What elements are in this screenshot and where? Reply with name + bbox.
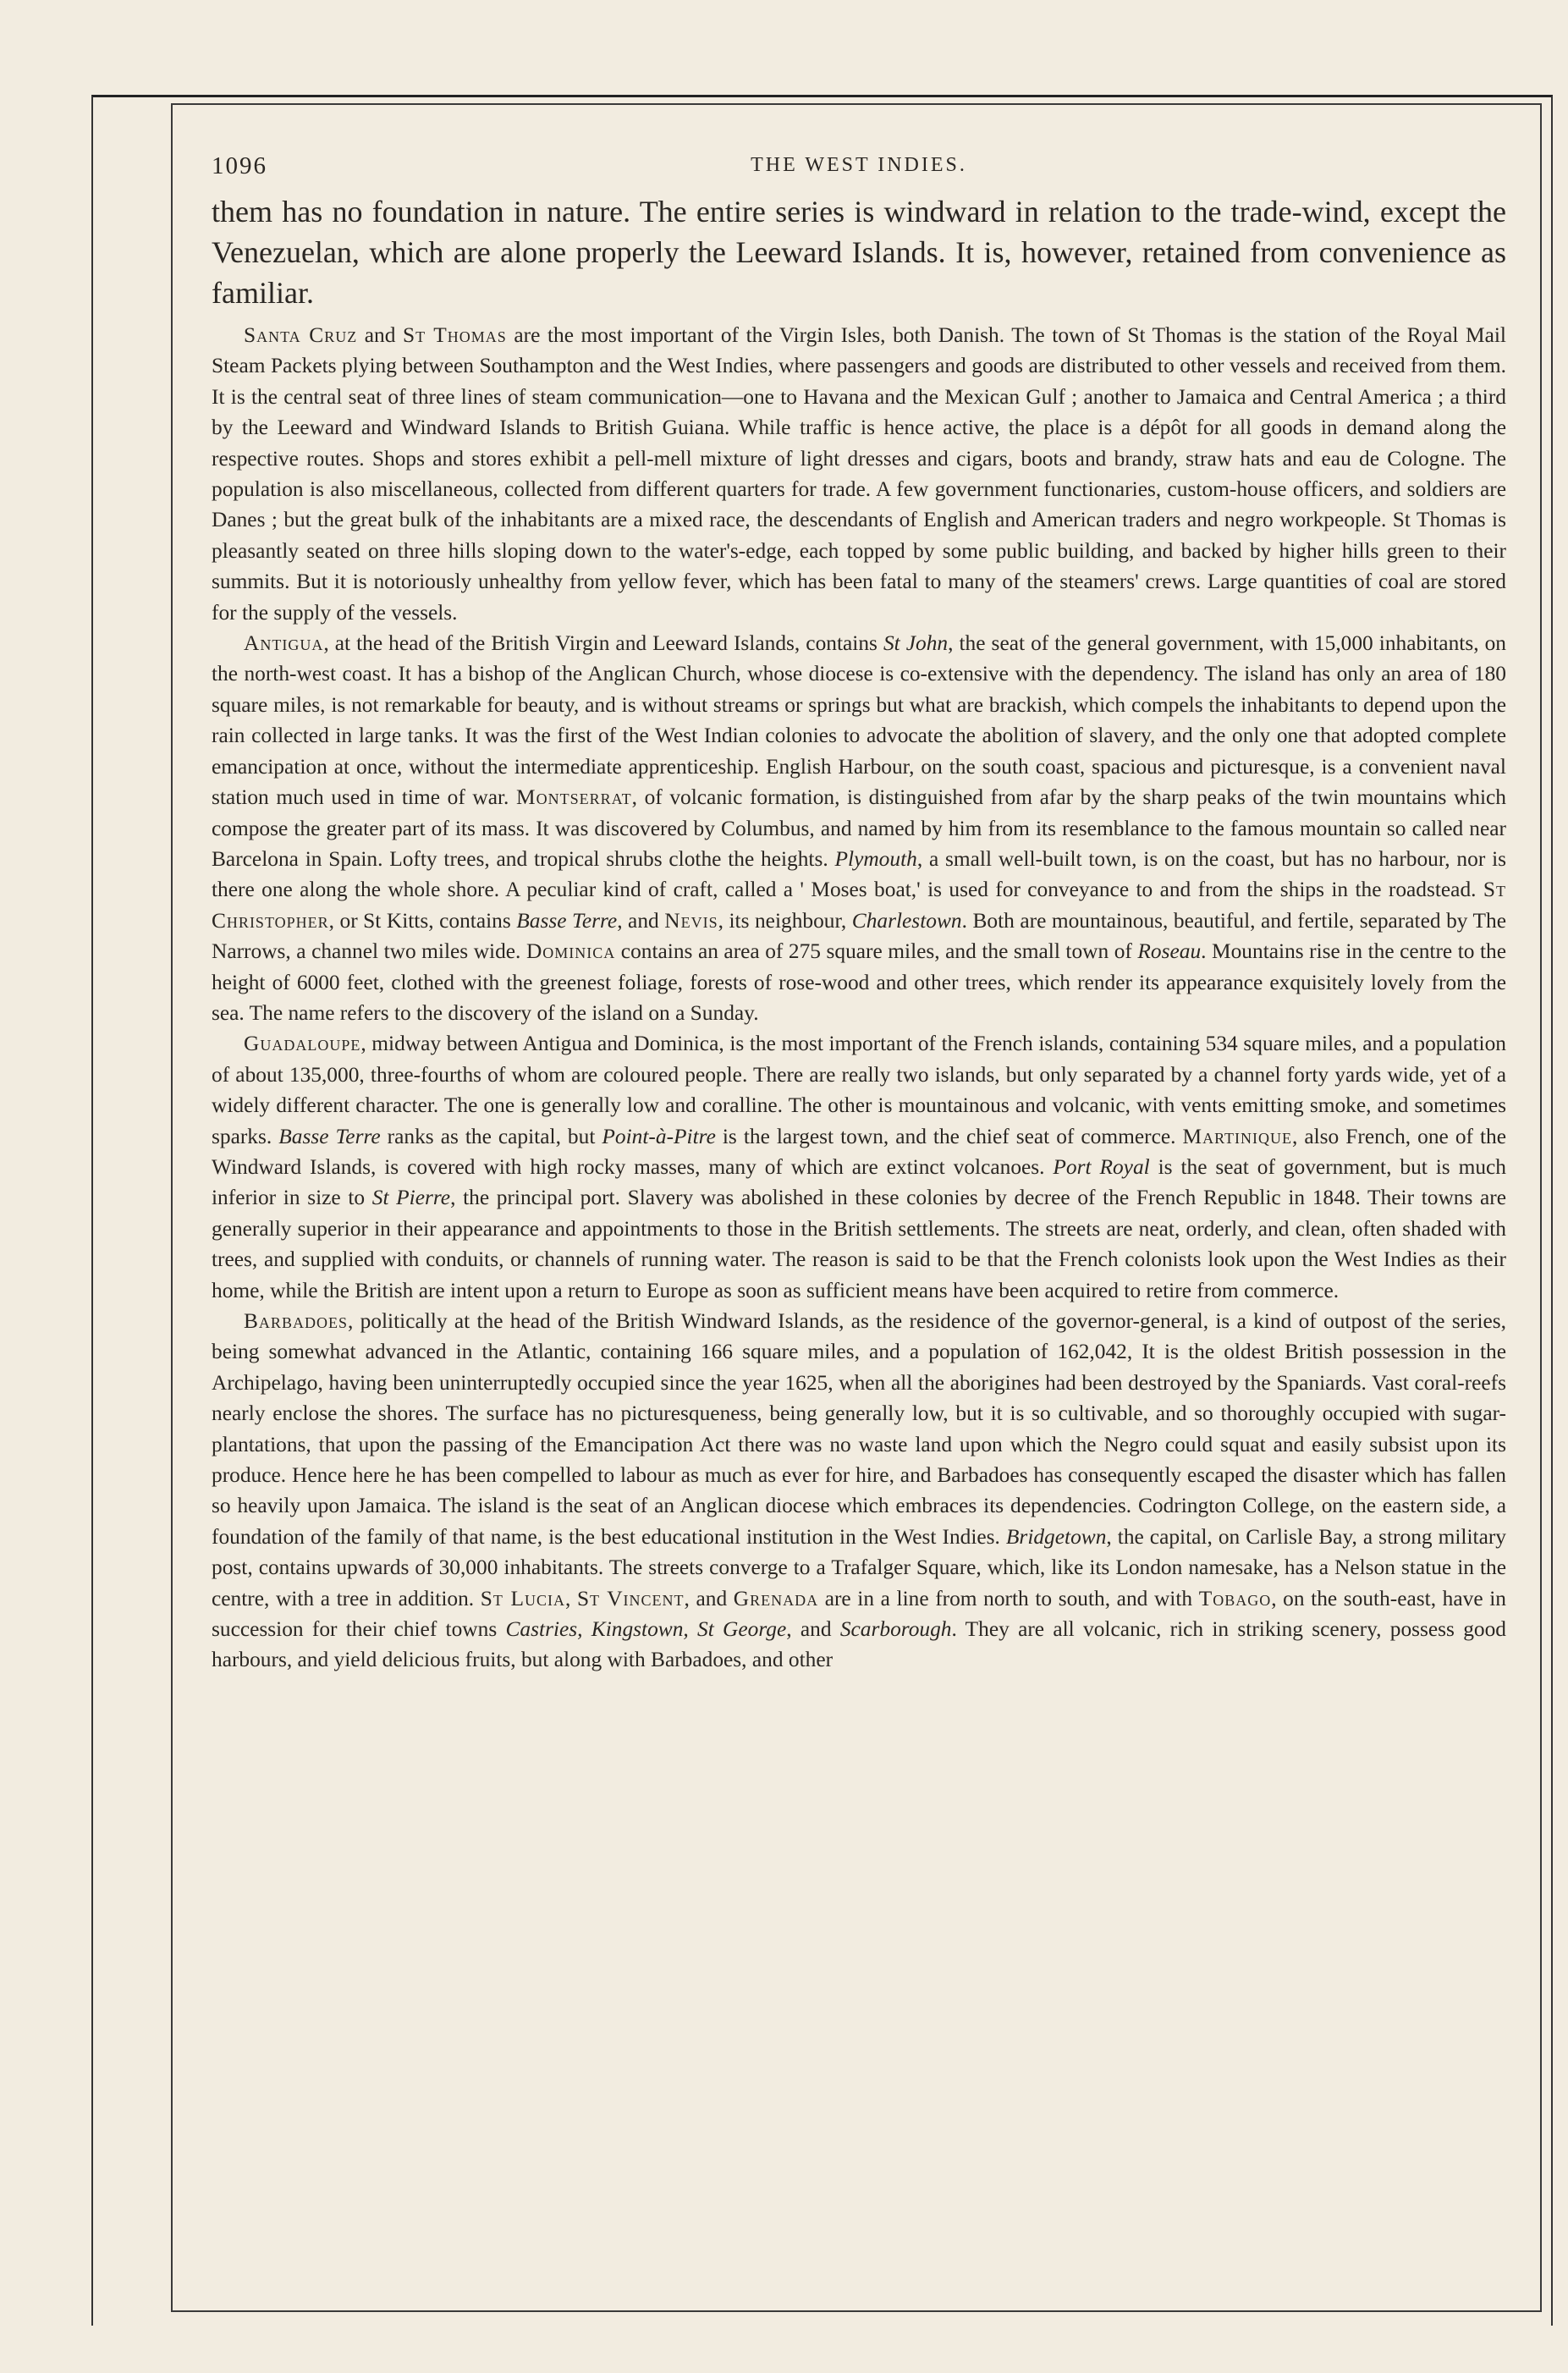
text-run: . Mountains rise in the centre to the height of 6000 feet, clothed with the greenest foliage, forests of rose-wood and other trees, which render its appearance exquisitely lovely from the sea. The name refers to the discovery of the island on a Sunday. (212, 939, 1506, 1025)
text-run: , and (684, 1586, 734, 1610)
paragraph-guadaloupe (212, 1028, 1506, 1306)
lead-paragraph: them has no foundation in nature. The entire series is windward in relation to the trade-wind, except the Venezuelan, which are alone properly the Leeward Islands. It is, however, retained from convenience as familiar. (212, 195, 1506, 310)
town-name: St John (883, 631, 949, 656)
text-run: , the capital, on Carlisle Bay, a strong military post, contains upwards of 30,000 inhabitants. The streets converge to a Trafalger Square, which, like its London namesake, has a Nelson statue in the centre, with a tree in addition. (212, 1524, 1506, 1610)
place-name: Santa Cruz (244, 323, 358, 347)
text-run: , politically at the head of the British Windward Islands, as the residence of the governor-general, is a kind of outpost of the series, being somewhat advanced in the Atlantic, containing 166 square miles, and a population of 162,042, It is the oldest British possession in the Archipelago, having been uninterruptedly occupied since the year 1625, when all the aborigines had been destroyed by the Spaniards. Vast coral-reefs nearly enclose the shores. The surface has no picturesqueness, being generally low, but it is so cultivable, and so thoroughly occupied with sugar-plantations, that upon the passing of the Emancipation Act there was no waste land upon which the Negro could squat and easily subsist upon its produce. Hence here he has been compelled to labour as much as ever for hire, and Barbadoes has consequently escaped the disaster which has fallen so heavily upon Jamaica. The island is the seat of an Anglican diocese which embraces its dependencies. Codrington College, on the eastern side, a foundation of the family of that name, is the best educational institution in the West Indies. (212, 1309, 1506, 1549)
place-name: Montserrat (516, 785, 632, 810)
text-run: are in a line from north to south, and with (818, 1586, 1199, 1610)
paragraph-santa-cruz (212, 320, 1506, 628)
town-name: Scarborough (839, 1617, 952, 1642)
text-run: , of volcanic formation, is distinguished from afar by the sharp peaks of the twin mountains which compose the greater part of its mass. It was discovered by Columbus, and named by him from its resemblance to the famous mountain so called near Barcelona in Spain. Lofty trees, and tropical shrubs clothe the heights. (212, 785, 1506, 871)
text-run: , the seat of the general government, with 15,000 inhabitants, on the north-west coast. It has a bishop of the Anglican Church, whose diocese is co-extensive with the dependency. The island has only an area of 180 square miles, is not remarkable for beauty, and is without streams or springs but what are brackish, which compels the inhabitants to depend upon the rain collected in large tanks. It was the first of the West Indian colonies to advocate the abolition of slavery, and the only one that adopted complete emancipation at once, without the intermediate apprenticeship. English Harbour, on the south coast, spacious and picturesque, is a convenient naval station much used in time of war. (212, 631, 1506, 810)
paragraph-antigua (212, 628, 1506, 1028)
place-name: St Vincent (576, 1586, 685, 1610)
text-run: , at the head of the British Virgin and Leeward Islands, contains (323, 631, 883, 656)
page-header (212, 142, 1506, 186)
place-name: Tobago (1198, 1586, 1272, 1610)
place-name: Nevis (664, 908, 718, 933)
text-run: is the seat of government, but is much inferior in size to (212, 1154, 1506, 1210)
place-name: Guadaloupe (244, 1032, 361, 1056)
text-run: and (357, 323, 404, 347)
text-run: , or St Kitts, contains (328, 908, 517, 933)
book-page (212, 142, 1506, 1676)
town-name: Roseau (1137, 939, 1202, 964)
text-run: , midway between Antigua and Dominica, is the most important of the French islands, containing 534 square miles, and a population of about 135,000, three-fourths of whom are coloured people. There are really two islands, but only separated by a channel forty yards wide, yet of a widely different character. The one is generally low and coralline. The other is mountainous and volcanic, with vents emitting smoke, and sometimes sparks. (212, 1032, 1506, 1148)
text-run: . Both are mountainous, beautiful, and fertile, separated by The Narrows, a channel two miles wide. (212, 908, 1507, 964)
town-name: Basse Terre (278, 1124, 381, 1148)
running-head: THE WEST INDIES. (751, 154, 967, 176)
paragraph-barbadoes (212, 1306, 1506, 1676)
place-name: Grenada (733, 1586, 819, 1610)
text-run: , also French, one of the Windward Islands, is covered with high rocky masses, many of which are extinct volcanoes. (212, 1124, 1507, 1179)
town-name: Port Royal (1053, 1154, 1150, 1179)
town-name: Point-à-Pitre (602, 1124, 716, 1148)
text-run: ranks as the capital, but (380, 1124, 602, 1148)
text-run: contains an area of 275 square miles, and the small town of (615, 939, 1138, 964)
town-name: Plymouth (834, 846, 917, 871)
place-name: Barbadoes (244, 1309, 348, 1333)
text-run: , and (786, 1617, 840, 1642)
text-run: , the principal port. Slavery was abolished in these colonies by decree of the French Republic in 1848. Their towns are generally superior in their appearance and appointments to those in the British settlements. The streets are neat, orderly, and clean, often shaded with trees, and supplied with conduits, or channels of running water. The reason is said to be that the French colonists look upon the West Indies as their home, while the British are intent upon a return to Europe as soon as sufficient means have been acquired to retire from commerce. (212, 1186, 1507, 1302)
text-run: , a small well-built town, is on the coast, but has no harbour, nor is there one along the whole shore. A peculiar kind of craft, called a ' Moses boat,' is used for conveyance to and from the ships in the roadstead. (212, 846, 1507, 902)
place-name: St Lucia (480, 1586, 565, 1610)
place-name: St Thomas (403, 323, 507, 347)
place-name: Dominica (525, 939, 616, 964)
text-run: is the largest town, and the chief seat of commerce. (715, 1124, 1183, 1148)
town-name: Basse Terre (516, 908, 618, 933)
town-name: Bridgetown (1005, 1524, 1107, 1549)
town-name: Charlestown (851, 908, 962, 933)
text-run: . They are all volcanic, rich in striking scenery, possess good harbours, and yield delicious fruits, but along with Barbadoes, and other (212, 1617, 1506, 1672)
page-number: 1096 (212, 152, 267, 179)
text-run: are the most important of the Virgin Isles, both Danish. The town of St Thomas is the station of the Royal Mail Steam Packets plying between Southampton and the West Indies, where passengers and goods are distributed to other vessels and received from them. It is the central seat of three lines of steam communication—one to Havana and the Mexican Gulf ; another to Jamaica and Central America ; a third by the Leeward and Windward Islands to British Guiana. While traffic is hence active, the place is a dépôt for all goods in demand along the respective routes. Shops and stores exhibit a pell-mell mixture of light dresses and cigars, boots and brandy, straw hats and eau de Cologne. The population is also miscellaneous, collected from different quarters for trade. A few government functionaries, custom-house officers, and soldiers are Danes ; but the great bulk of the inhabitants are a mixed race, the descendants of English and American traders and negro workpeople. St Thomas is pleasantly seated on three hills sloping down to the water's-edge, each topped by some public building, and backed by higher hills green to their summits. But it is notoriously unhealthy from yellow fever, which has been fatal to many of the steamers' crews. Large quantities of coal are stored for the supply of the vessels. (212, 323, 1506, 625)
text-run: , (564, 1586, 577, 1610)
text-run: , its neighbour, (718, 908, 852, 933)
text-run: , on the south-east, have in succession for their chief towns (212, 1586, 1506, 1642)
place-name: Martinique (1182, 1124, 1292, 1148)
text-run: , and (617, 908, 665, 933)
town-name: Castries, Kingstown, St George (505, 1617, 787, 1642)
place-name: St Christopher (212, 878, 1506, 933)
town-name: St Pierre (371, 1186, 451, 1210)
place-name: Antigua (244, 631, 324, 656)
